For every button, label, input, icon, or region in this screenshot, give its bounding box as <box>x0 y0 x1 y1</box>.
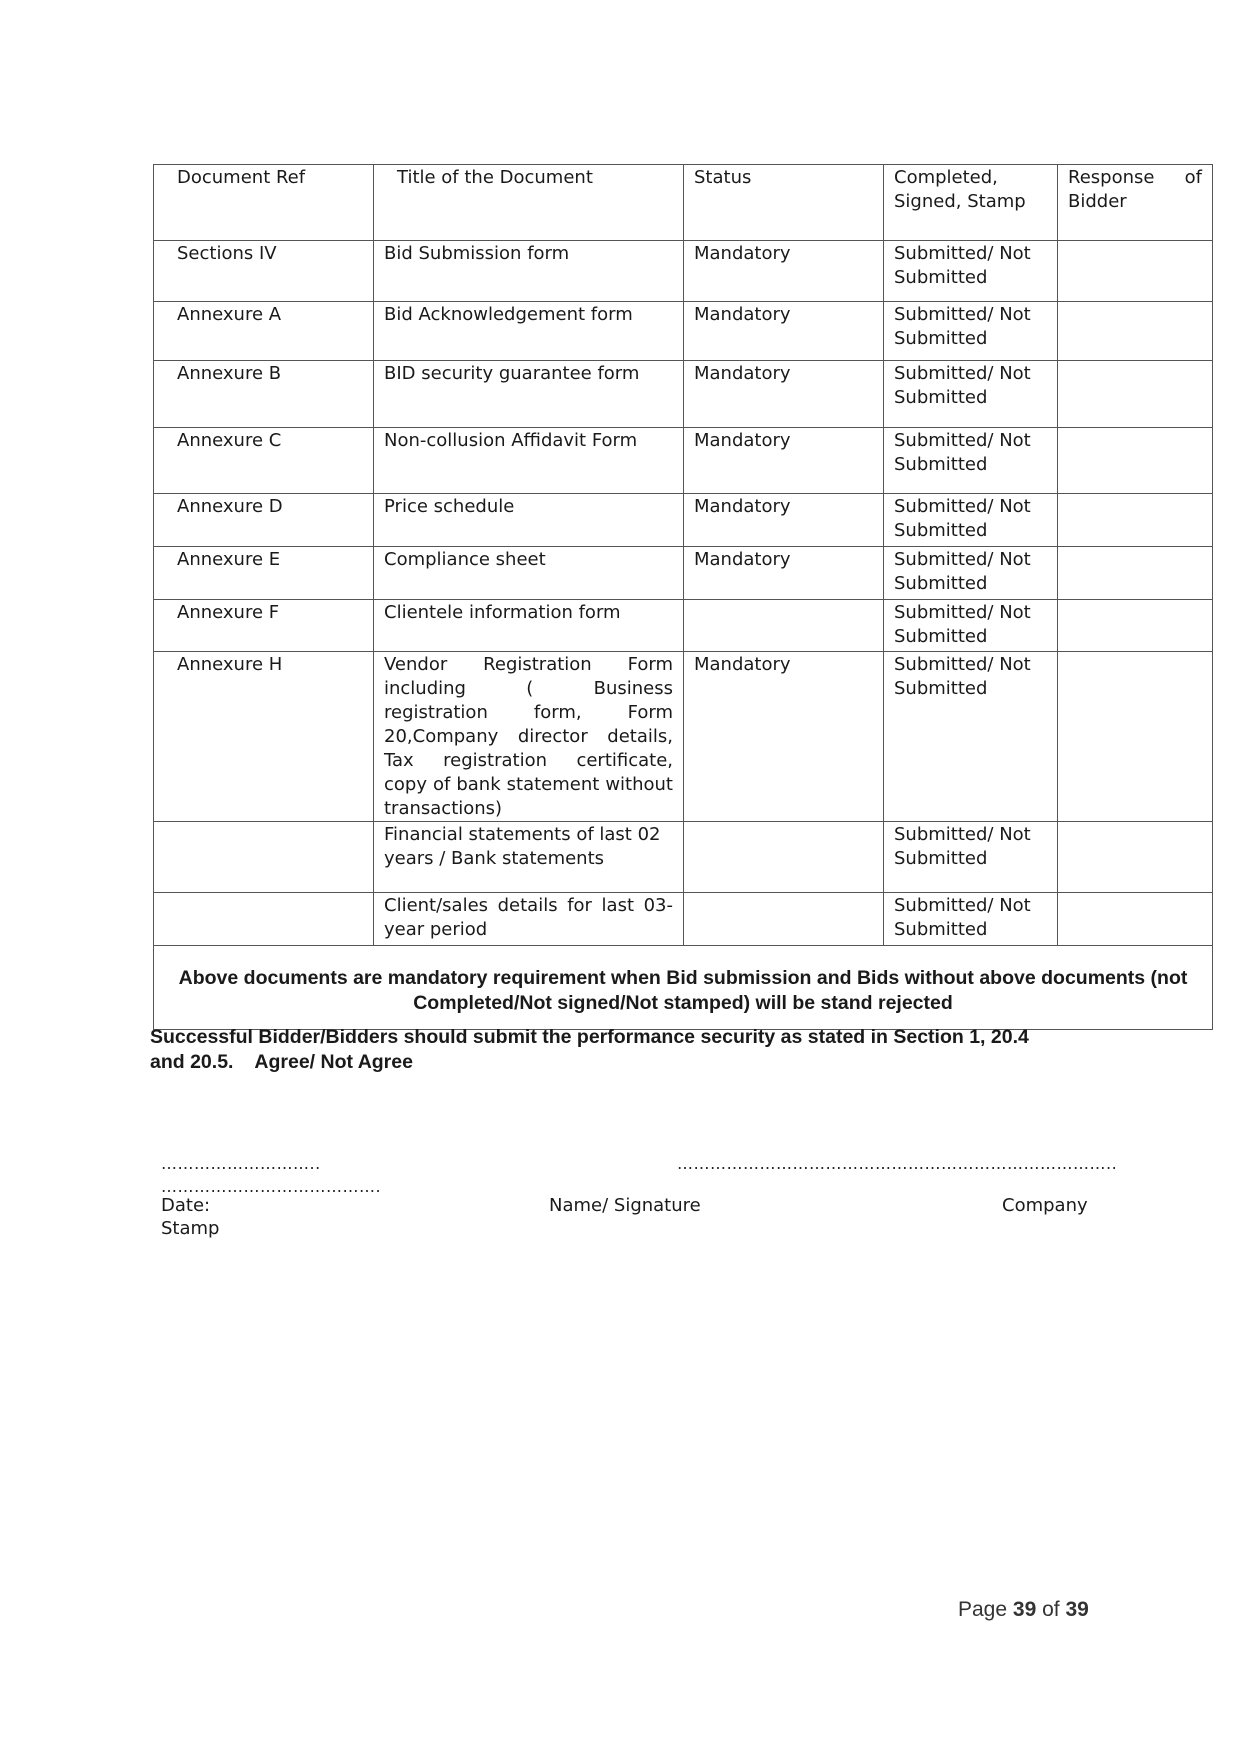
header-completed: Completed, Signed, Stamp <box>894 167 1026 212</box>
row-title: Financial statements of last 02 years / Bank statements <box>384 824 661 869</box>
name-signature-line: …………………………………………………………………….. <box>677 1154 1118 1173</box>
table-row <box>154 652 1213 822</box>
row-ref: Annexure E <box>177 549 281 570</box>
page-total: 39 <box>1065 1598 1089 1621</box>
table-row <box>154 302 1213 361</box>
header-document-title: Title of the Document <box>397 167 593 188</box>
row-response-cell[interactable] <box>1058 547 1213 600</box>
document-checklist-table <box>153 164 1213 1030</box>
page-prefix: Page <box>958 1598 1013 1621</box>
date-signature-line: ……………………….. <box>161 1154 321 1173</box>
row-response-cell[interactable] <box>1058 494 1213 547</box>
row-response-cell[interactable] <box>1058 893 1213 946</box>
table-row <box>154 361 1213 428</box>
row-ref: Annexure F <box>177 602 280 623</box>
row-status: Mandatory <box>694 304 791 325</box>
page-current: 39 <box>1012 1598 1037 1621</box>
row-completed: Submitted/ Not Submitted <box>894 895 1031 940</box>
row-ref: Sections IV <box>177 243 277 264</box>
row-status <box>684 893 883 894</box>
row-completed: Submitted/ Not Submitted <box>894 496 1031 541</box>
row-status: Mandatory <box>694 654 791 675</box>
row-ref <box>154 893 373 894</box>
row-title: Client/sales details for last 03-year period <box>384 895 673 940</box>
row-response-cell[interactable] <box>1058 428 1213 494</box>
row-title: Vendor Registration Form including ( Business registration form, Form 20,Company director details, Tax registration certificate, copy of bank statement without transactions) <box>384 654 673 819</box>
table-header-row <box>154 165 1213 241</box>
row-status: Mandatory <box>694 430 791 451</box>
row-status: Mandatory <box>694 496 791 517</box>
row-status: Mandatory <box>694 243 791 264</box>
header-status: Status <box>694 167 752 188</box>
company-stamp-line: …………………………………. <box>161 1177 382 1196</box>
row-completed: Submitted/ Not Submitted <box>894 243 1031 288</box>
row-ref <box>154 822 373 823</box>
performance-security-line2: and 20.5. Agree/ Not Agree <box>150 1051 413 1073</box>
table-row <box>154 428 1213 494</box>
row-ref: Annexure D <box>177 496 283 517</box>
page-of: of <box>1036 1598 1066 1621</box>
row-response-cell[interactable] <box>1058 600 1213 652</box>
row-response-cell[interactable] <box>1058 302 1213 361</box>
row-completed: Submitted/ Not Submitted <box>894 430 1031 475</box>
row-completed: Submitted/ Not Submitted <box>894 304 1031 349</box>
table-row <box>154 547 1213 600</box>
row-title: Non-collusion Affidavit Form <box>384 430 638 451</box>
company-label: Company <box>1002 1195 1088 1216</box>
row-ref: Annexure B <box>177 363 282 384</box>
header-document-ref: Document Ref <box>177 167 306 188</box>
table-row <box>154 822 1213 893</box>
page-number <box>958 1598 1089 1622</box>
name-signature-label: Name/ Signature <box>549 1195 701 1216</box>
performance-security-note <box>150 1025 1030 1075</box>
row-title: Price schedule <box>384 496 515 517</box>
row-completed: Submitted/ Not Submitted <box>894 602 1031 647</box>
header-response <box>1058 165 1212 214</box>
row-response-cell[interactable] <box>1058 241 1213 302</box>
header-response-word2: of <box>1184 167 1202 188</box>
row-response-cell[interactable] <box>1058 361 1213 428</box>
row-completed: Submitted/ Not Submitted <box>894 363 1031 408</box>
table-footer-row <box>154 946 1213 1030</box>
row-status: Mandatory <box>694 363 791 384</box>
row-response-cell[interactable] <box>1058 652 1213 822</box>
mandatory-requirement-note: Above documents are mandatory requirement when Bid submission and Bids without above documents (not Completed/Not signed/Not stamped) will be stand rejected <box>154 946 1213 1030</box>
row-ref: Annexure H <box>177 654 283 675</box>
table-row <box>154 893 1213 946</box>
performance-security-line1: Successful Bidder/Bidders should submit the performance security as stated in Section 1, 20.4 <box>150 1026 1029 1048</box>
header-response-word3: Bidder <box>1068 191 1127 212</box>
row-completed: Submitted/ Not Submitted <box>894 654 1031 699</box>
table-row <box>154 494 1213 547</box>
table-row <box>154 600 1213 652</box>
row-status <box>684 822 883 823</box>
row-title: Bid Submission form <box>384 243 570 264</box>
date-label: Date: <box>161 1195 211 1216</box>
table-row <box>154 241 1213 302</box>
row-title: Compliance sheet <box>384 549 546 570</box>
row-ref: Annexure A <box>177 304 282 325</box>
row-response-cell[interactable] <box>1058 822 1213 893</box>
row-title: Bid Acknowledgement form <box>384 304 633 325</box>
row-status: Mandatory <box>694 549 791 570</box>
row-title: BID security guarantee form <box>384 363 640 384</box>
row-ref: Annexure C <box>177 430 282 451</box>
header-response-word1: Response <box>1068 167 1155 188</box>
row-title: Clientele information form <box>384 602 621 623</box>
row-status <box>684 600 883 601</box>
row-completed: Submitted/ Not Submitted <box>894 824 1031 869</box>
stamp-label: Stamp <box>161 1218 220 1239</box>
row-completed: Submitted/ Not Submitted <box>894 549 1031 594</box>
